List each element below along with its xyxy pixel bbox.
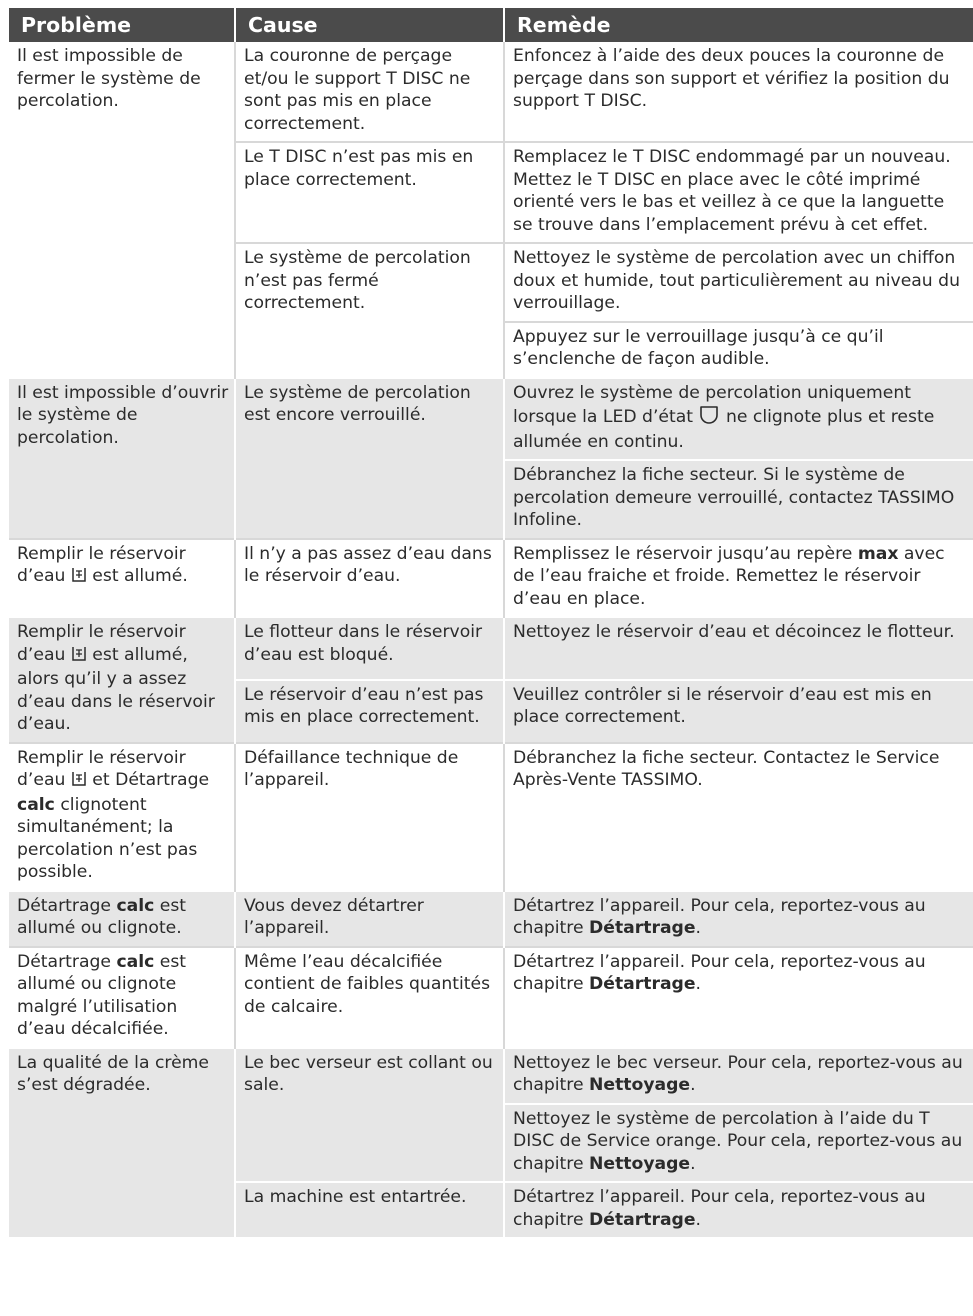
remede-cell — [504, 1182, 973, 1237]
remede-cell — [504, 1048, 973, 1104]
cause-cell: Le système de percolation est encore verrouillé. — [235, 378, 504, 539]
remede-cell: Enfoncez à l’aide des deux pouces la couronne de perçage dans son support et vérifiez la position du support T DISC. — [504, 42, 973, 142]
cause-cell: Le flotteur dans le réservoir d’eau est bloqué. — [235, 617, 504, 680]
remede-bold: Détartrage — [589, 918, 696, 938]
remede-text: . — [690, 1153, 696, 1174]
table-row — [9, 947, 973, 1048]
remede-text: Détartrez l’appareil. Pour cela, reportez-vous au chapitre — [513, 951, 926, 994]
table-row — [9, 1048, 973, 1104]
probleme-text: Remplir le réservoir d’eau — [17, 543, 186, 586]
remede-cell — [504, 891, 973, 947]
cause-cell: Le T DISC n’est pas mis en place correctement. — [235, 142, 504, 243]
calc-label: calc — [17, 794, 55, 815]
probleme-cell: Il est impossible de fermer le système de percolation. — [9, 42, 235, 378]
probleme-text: est allumé ou clignote. — [17, 895, 187, 938]
probleme-cell — [9, 947, 235, 1048]
cause-cell: Vous devez détartrer l’appareil. — [235, 891, 504, 947]
water-tank-icon — [71, 770, 87, 794]
probleme-text: et Détartrage — [86, 770, 210, 790]
remede-cell — [504, 1104, 973, 1183]
remede-cell — [504, 378, 973, 461]
probleme-cell: Il est impossible d’ouvrir le système de percolation. — [9, 378, 235, 539]
remede-cell: Débranchez la fiche secteur. Contactez le Service Après-Vente TASSIMO. — [504, 743, 973, 891]
remede-bold: Détartrage — [589, 974, 696, 994]
cause-cell: Le système de percolation n’est pas fermé correctement. — [235, 243, 504, 378]
remede-cell: Nettoyez le réservoir d’eau et décoincez le flotteur. — [504, 617, 973, 680]
remede-cell — [504, 947, 973, 1048]
remede-text: Ouvrez le système de percolation uniquement lorsque la LED d’état — [513, 382, 911, 427]
remede-bold: Nettoyage — [589, 1153, 691, 1174]
remede-cell: Veuillez contrôler si le réservoir d’eau est mis en place correctement. — [504, 680, 973, 743]
table-header-row — [9, 8, 973, 42]
remede-bold: Nettoyage — [589, 1075, 691, 1095]
probleme-cell: La qualité de la crème s’est dégradée. — [9, 1048, 235, 1238]
probleme-text: est allumé ou clignote malgré l’utilisation d’eau décalcifiée. — [17, 951, 187, 1039]
probleme-text: Remplir le réservoir d’eau — [17, 747, 186, 790]
remede-cell: Nettoyez le système de percolation avec un chiffon doux et humide, tout particulièrement au niveau du verrouillage. — [504, 243, 973, 322]
probleme-cell — [9, 617, 235, 743]
probleme-cell — [9, 539, 235, 618]
water-tank-icon — [71, 566, 87, 590]
remede-cell: Appuyez sur le verrouillage jusqu’à ce qu’il s’enclenche de façon audible. — [504, 322, 973, 378]
table-row — [9, 891, 973, 947]
probleme-text: Détartrage — [17, 951, 117, 972]
probleme-text: Détartrage — [17, 895, 117, 916]
cause-cell: Le réservoir d’eau n’est pas mis en place correctement. — [235, 680, 504, 743]
table-row — [9, 617, 973, 680]
remede-text: . — [695, 918, 701, 938]
calc-label: calc — [116, 895, 155, 916]
remede-bold: max — [857, 543, 899, 564]
cause-cell: Défaillance technique de l’appareil. — [235, 743, 504, 891]
troubleshooting-page — [9, 8, 973, 1237]
table-row — [9, 743, 973, 891]
remede-text: ne clignote plus et reste allumée en continu. — [513, 407, 935, 452]
remede-cell: Débranchez la fiche secteur. Si le système de percolation demeure verrouillé, contactez TASSIMO Infoline. — [504, 460, 973, 539]
header-probleme: Problème — [9, 8, 235, 42]
header-cause: Cause — [235, 8, 504, 42]
probleme-cell — [9, 743, 235, 891]
remede-cell: Remplacez le T DISC endommagé par un nouveau. Mettez le T DISC en place avec le côté imprimé orienté vers le bas et veillez à ce que la languette se trouve dans l’emplacement prévu à cet effet. — [504, 142, 973, 243]
remede-text: Détartrez l’appareil. Pour cela, reportez-vous au chapitre — [513, 1187, 926, 1230]
remede-text: Remplissez le réservoir jusqu’au repère — [513, 543, 858, 564]
cause-cell: La couronne de perçage et/ou le support T DISC ne sont pas mis en place correctement. — [235, 42, 504, 142]
remede-text: . — [690, 1075, 696, 1095]
probleme-text: est allumé, alors qu’il y a assez d’eau dans le réservoir d’eau. — [17, 644, 215, 734]
water-tank-icon — [71, 645, 87, 669]
remede-cell — [504, 539, 973, 618]
cause-cell: La machine est entartrée. — [235, 1182, 504, 1237]
probleme-text: est allumé. — [86, 566, 188, 586]
probleme-text: clignotent simultanément; la percolation n’est pas possible. — [17, 794, 198, 882]
cause-cell: Même l’eau décalcifiée contient de faibles quantités de calcaire. — [235, 947, 504, 1048]
table-row — [9, 539, 973, 618]
header-remede: Remède — [504, 8, 973, 42]
probleme-text: Remplir le réservoir d’eau — [17, 622, 186, 665]
remede-text: avec de l’eau fraiche et froide. Remettez le réservoir d’eau en place. — [513, 543, 945, 609]
remede-text: Nettoyez le système de percolation à l’aide du T DISC de Service orange. Pour cela, reportez-vous au chapitre — [513, 1108, 963, 1174]
remede-text: Nettoyez le bec verseur. Pour cela, reportez-vous au chapitre — [513, 1052, 963, 1095]
remede-text: Détartrez l’appareil. Pour cela, reportez-vous au chapitre — [513, 895, 926, 938]
table-row — [9, 42, 973, 142]
table-row — [9, 378, 973, 461]
calc-label: calc — [116, 951, 155, 972]
remede-bold: Détartrage — [589, 1209, 696, 1230]
remede-text: . — [695, 974, 701, 994]
cause-cell: Le bec verseur est collant ou sale. — [235, 1048, 504, 1183]
remede-text: . — [695, 1209, 701, 1230]
status-led-icon — [698, 404, 720, 431]
cause-cell: Il n’y a pas assez d’eau dans le réservoir d’eau. — [235, 539, 504, 618]
troubleshooting-table — [9, 8, 973, 1237]
probleme-cell — [9, 891, 235, 947]
